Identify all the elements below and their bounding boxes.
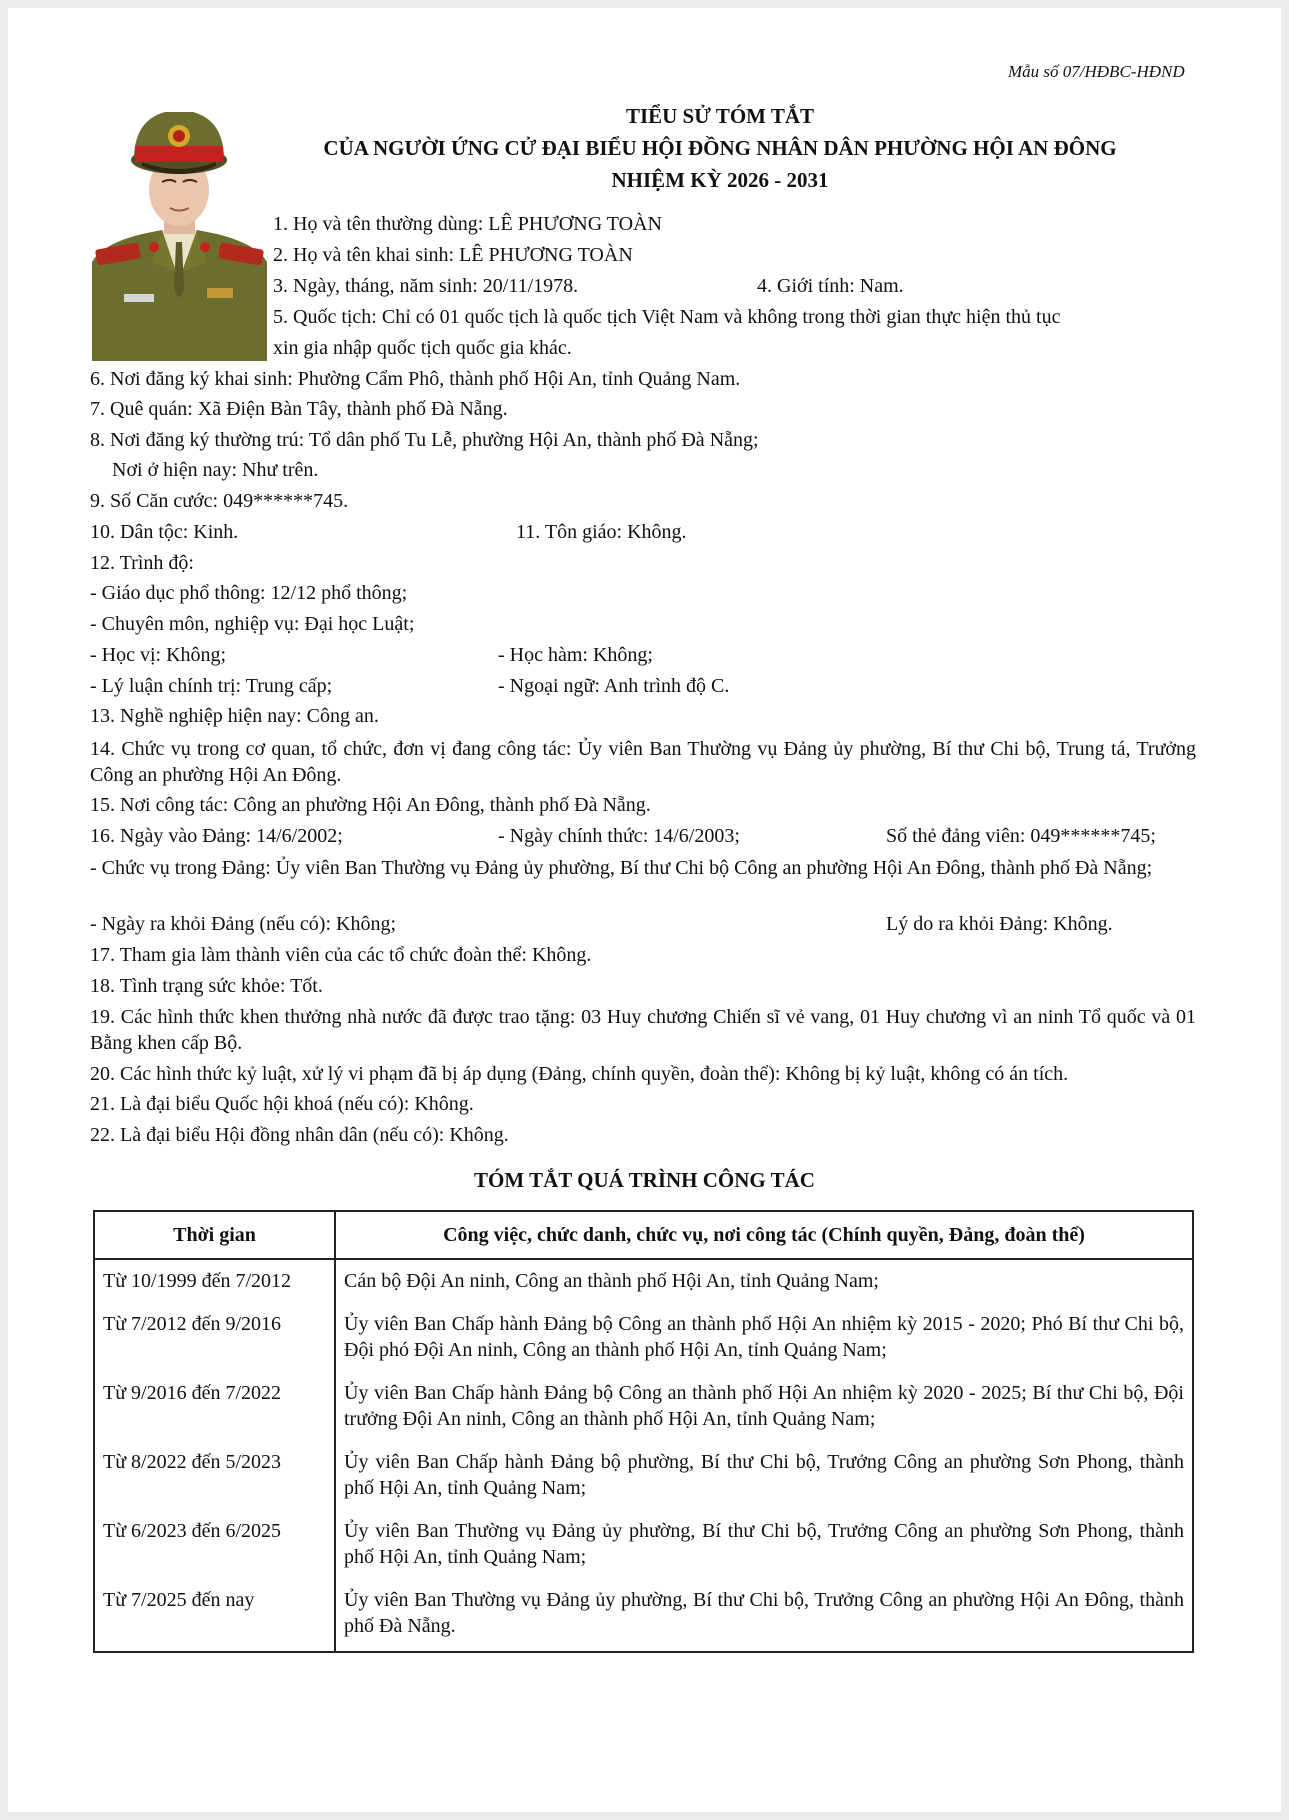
table-row	[94, 1372, 1193, 1441]
field-education-heading: 12. Trình độ:	[90, 552, 194, 574]
row-period: Từ 7/2012 đến 9/2016	[94, 1303, 335, 1372]
row-description: Ủy viên Ban Thường vụ Đảng ủy phường, Bí thư Chi bộ, Trưởng Công an phường Hội An Đông, thành phố Đà Nẵng.	[344, 1589, 1184, 1637]
field-birth-name: 2. Họ và tên khai sinh: LÊ PHƯƠNG TOÀN	[273, 244, 633, 266]
field-foreign-language: - Ngoại ngữ: Anh trình độ C.	[498, 675, 730, 697]
column-header-time: Thời gian	[94, 1211, 335, 1259]
form-number: Mẫu số 07/HĐBC-HĐND	[1008, 62, 1185, 81]
field-nationality: 5. Quốc tịch: Chỉ có 01 quốc tịch là quốc tịch Việt Nam và không trong thời gian thực hiện thủ tục	[273, 306, 1061, 328]
table-row	[94, 1259, 1193, 1303]
field-current-position: 14. Chức vụ trong cơ quan, tổ chức, đơn vị đang công tác: Ủy viên Ban Thường vụ Đảng ủy phường, Bí thư Chi bộ, Trung tá, Trưởng Công an phường Hội An Đông.	[90, 738, 1196, 786]
field-degree: - Học vị: Không;	[90, 644, 227, 666]
field-party-official-date: - Ngày chính thức: 14/6/2003;	[498, 825, 740, 847]
field-organizations: 17. Tham gia làm thành viên của các tổ chức đoàn thể: Không.	[90, 944, 592, 966]
field-academic-title: - Học hàm: Không;	[498, 644, 653, 666]
row-description: Ủy viên Ban Thường vụ Đảng ủy phường, Bí thư Chi bộ, Trưởng Công an phường Sơn Phong, thành phố Hội An, tỉnh Quảng Nam;	[344, 1520, 1184, 1568]
field-birth-registration: 6. Nơi đăng ký khai sinh: Phường Cẩm Phô, thành phố Hội An, tỉnh Quảng Nam.	[90, 368, 741, 390]
field-political-theory: - Lý luận chính trị: Trung cấp;	[90, 675, 333, 697]
field-party-exit-reason: Lý do ra khỏi Đảng: Không.	[886, 913, 1113, 935]
field-religion: 11. Tôn giáo: Không.	[516, 521, 687, 543]
row-period: Từ 6/2023 đến 6/2025	[94, 1510, 335, 1579]
field-national-assembly: 21. Là đại biểu Quốc hội khoá (nếu có): Không.	[90, 1093, 474, 1115]
table-header-row	[94, 1211, 1193, 1259]
document-term: NHIỆM KỲ 2026 - 2031	[611, 168, 829, 192]
field-general-education: - Giáo dục phổ thông: 12/12 phổ thông;	[90, 582, 408, 604]
table-row	[94, 1303, 1193, 1372]
row-period: Từ 8/2022 đến 5/2023	[94, 1441, 335, 1510]
field-party-exit-date: - Ngày ra khỏi Đảng (nếu có): Không;	[90, 913, 397, 935]
field-workplace: 15. Nơi công tác: Công an phường Hội An Đông, thành phố Đà Nẵng.	[90, 794, 651, 816]
field-party-card-number: Số thẻ đảng viên: 049******745;	[886, 825, 1156, 847]
field-nationality-cont: xin gia nhập quốc tịch quốc gia khác.	[273, 337, 572, 359]
field-discipline: 20. Các hình thức kỷ luật, xử lý vi phạm đã bị áp dụng (Đảng, chính quyền, đoàn thể): Không bị kỷ luật, không có án tích.	[90, 1063, 1069, 1085]
table-row	[94, 1510, 1193, 1579]
field-permanent-address: 8. Nơi đăng ký thường trú: Tổ dân phố Tu Lễ, phường Hội An, thành phố Đà Nẵng;	[90, 429, 759, 451]
column-header-position: Công việc, chức danh, chức vụ, nơi công tác (Chính quyền, Đảng, đoàn thể)	[335, 1211, 1193, 1259]
row-period: Từ 9/2016 đến 7/2022	[94, 1372, 335, 1441]
field-occupation: 13. Nghề nghiệp hiện nay: Công an.	[90, 705, 379, 727]
work-history-table	[93, 1210, 1194, 1653]
work-history-title: TÓM TẮT QUÁ TRÌNH CÔNG TÁC	[474, 1168, 815, 1192]
field-hometown: 7. Quê quán: Xã Điện Bàn Tây, thành phố Đà Nẵng.	[90, 398, 508, 420]
field-current-address: Nơi ở hiện nay: Như trên.	[112, 459, 319, 481]
row-description: Ủy viên Ban Chấp hành Đảng bộ phường, Bí thư Chi bộ, Trưởng Công an phường Sơn Phong, thành phố Hội An, tỉnh Quảng Nam;	[344, 1451, 1184, 1499]
row-period: Từ 7/2025 đến nay	[94, 1579, 335, 1652]
field-party-join-date: 16. Ngày vào Đảng: 14/6/2002;	[90, 825, 343, 847]
document-subtitle: CỦA NGƯỜI ỨNG CỬ ĐẠI BIỂU HỘI ĐỒNG NHÂN DÂN PHƯỜNG HỘI AN ĐÔNG	[323, 136, 1117, 160]
row-description: Ủy viên Ban Chấp hành Đảng bộ Công an thành phố Hội An nhiệm kỳ 2015 - 2020; Phó Bí thư Chi bộ, Đội phó Đội An ninh, Công an thành phố Hội An, tỉnh Quảng Nam;	[344, 1313, 1184, 1361]
field-id-number: 9. Số Căn cước: 049******745.	[90, 490, 349, 512]
field-birth-date: 3. Ngày, tháng, năm sinh: 20/11/1978.	[273, 275, 579, 297]
row-description: Cán bộ Đội An ninh, Công an thành phố Hội An, tỉnh Quảng Nam;	[344, 1270, 879, 1292]
field-ethnicity: 10. Dân tộc: Kinh.	[90, 521, 239, 543]
table-row	[94, 1579, 1193, 1652]
field-common-name: 1. Họ và tên thường dùng: LÊ PHƯƠNG TOÀN	[273, 213, 662, 235]
document-title: TIỂU SỬ TÓM TẮT	[625, 104, 815, 128]
field-party-position: - Chức vụ trong Đảng: Ủy viên Ban Thường vụ Đảng ủy phường, Bí thư Chi bộ Công an phường Hội An Đông, thành phố Đà Nẵng;	[90, 857, 1153, 879]
row-period: Từ 10/1999 đến 7/2012	[94, 1259, 335, 1303]
field-awards: 19. Các hình thức khen thưởng nhà nước đã được trao tặng: 03 Huy chương Chiến sĩ vẻ vang, 01 Huy chương vì an ninh Tổ quốc và 01 Bằng khen cấp Bộ.	[90, 1006, 1196, 1054]
table-row	[94, 1441, 1193, 1510]
row-description: Ủy viên Ban Chấp hành Đảng bộ Công an thành phố Hội An nhiệm kỳ 2020 - 2025; Bí thư Chi bộ, Đội trưởng Đội An ninh, Công an thành phố Hội An, tỉnh Quảng Nam;	[344, 1382, 1184, 1430]
portrait-photo	[92, 112, 267, 361]
field-gender: 4. Giới tính: Nam.	[757, 275, 904, 297]
field-peoples-council: 22. Là đại biểu Hội đồng nhân dân (nếu có): Không.	[90, 1124, 509, 1146]
field-health: 18. Tình trạng sức khỏe: Tốt.	[90, 975, 323, 997]
field-specialization: - Chuyên môn, nghiệp vụ: Đại học Luật;	[90, 613, 415, 635]
